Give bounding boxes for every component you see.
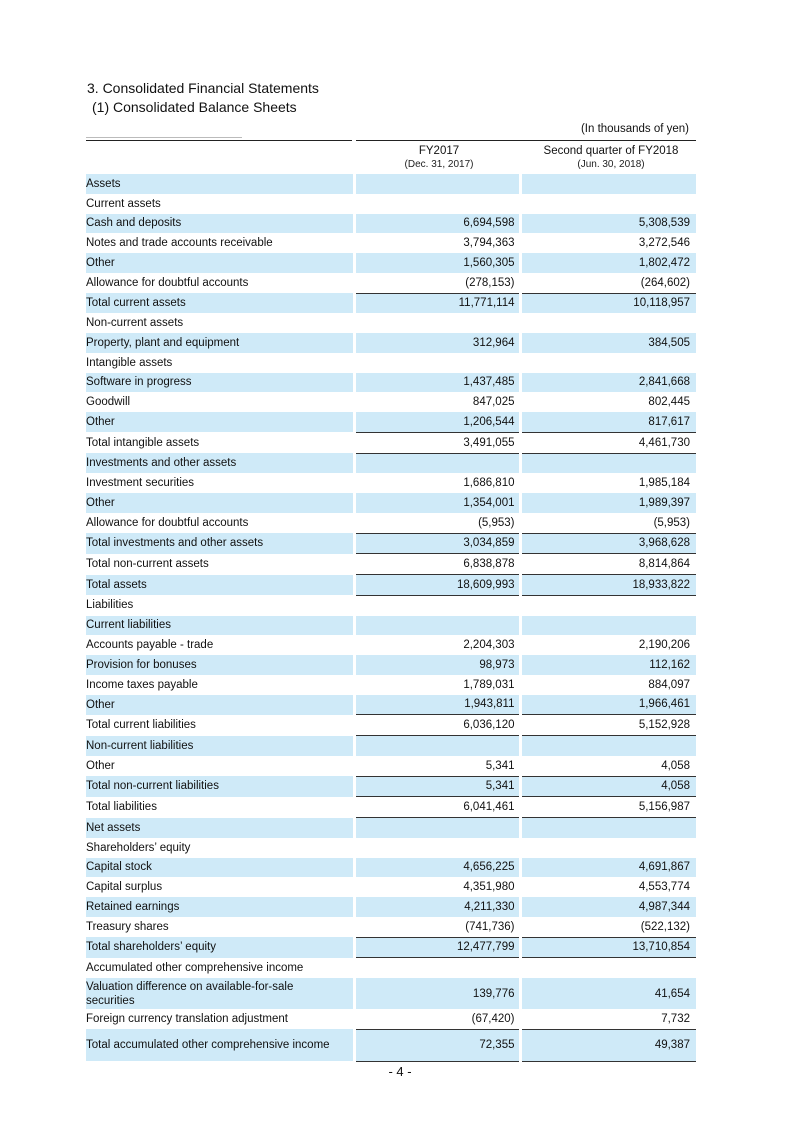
row-label: Capital surplus xyxy=(86,881,163,894)
row-label: Total intangible assets xyxy=(86,436,200,449)
table-row xyxy=(86,897,696,917)
value-fy2017 xyxy=(354,958,520,978)
table-row xyxy=(86,473,696,493)
row-label: Property, plant and equipment xyxy=(86,333,354,353)
value-q2-fy2018: 7,732 xyxy=(520,1009,696,1029)
value-q2-fy2018 xyxy=(520,194,696,214)
table-row xyxy=(86,373,696,393)
table-row xyxy=(86,533,696,554)
row-label: Other xyxy=(86,493,354,513)
value-fy2017: (5,953) xyxy=(354,513,520,533)
row-label: Liabilities xyxy=(86,599,134,612)
header-rule-faint xyxy=(86,137,242,138)
value-q2-fy2018: 2,190,206 xyxy=(520,635,696,655)
value-fy2017: 3,491,055 xyxy=(354,432,520,453)
header-rule-right xyxy=(356,140,696,141)
value-q2-fy2018: (522,132) xyxy=(520,917,696,937)
value-fy2017: 6,036,120 xyxy=(354,715,520,736)
table-row xyxy=(86,838,696,858)
value-fy2017: 1,206,544 xyxy=(354,412,520,432)
value-fy2017: 3,034,859 xyxy=(354,533,520,554)
value-q2-fy2018: 4,553,774 xyxy=(520,877,696,897)
value-q2-fy2018 xyxy=(520,595,696,615)
value-fy2017: 6,694,598 xyxy=(354,214,520,234)
value-q2-fy2018: 3,272,546 xyxy=(520,233,696,253)
row-label: Accumulated other comprehensive income xyxy=(86,961,304,974)
header-rule-left xyxy=(86,140,352,141)
value-q2-fy2018: 384,505 xyxy=(520,333,696,353)
value-q2-fy2018: 1,989,397 xyxy=(520,493,696,513)
table-row xyxy=(86,756,696,776)
value-q2-fy2018: 1,966,461 xyxy=(520,695,696,715)
balance-sheet-table xyxy=(86,174,696,1062)
value-q2-fy2018: 49,387 xyxy=(520,1029,696,1061)
table-row xyxy=(86,293,696,313)
column-header-q2-fy2018 xyxy=(526,144,696,172)
value-q2-fy2018: 3,968,628 xyxy=(520,533,696,554)
value-fy2017 xyxy=(354,818,520,838)
value-fy2017: 6,041,461 xyxy=(354,797,520,818)
subsection-title: (1) Consolidated Balance Sheets xyxy=(92,99,297,115)
value-fy2017: 72,355 xyxy=(354,1029,520,1061)
value-q2-fy2018: 8,814,864 xyxy=(520,554,696,575)
row-label: Intangible assets xyxy=(86,356,173,369)
table-row xyxy=(86,1029,696,1061)
row-label: Other xyxy=(86,759,115,772)
row-label: Non-current assets xyxy=(86,317,184,330)
row-label: Investments and other assets xyxy=(86,453,354,473)
table-row xyxy=(86,978,696,1009)
value-fy2017: 1,943,811 xyxy=(354,695,520,715)
value-q2-fy2018: 5,152,928 xyxy=(520,715,696,736)
unit-note: (In thousands of yen) xyxy=(580,123,689,135)
table-row xyxy=(86,616,696,636)
value-q2-fy2018: 4,058 xyxy=(520,756,696,776)
value-fy2017: 1,437,485 xyxy=(354,373,520,393)
balance-sheet-body xyxy=(86,174,696,1061)
table-row xyxy=(86,797,696,818)
table-row xyxy=(86,392,696,412)
row-label: Current assets xyxy=(86,197,161,210)
value-q2-fy2018: 884,097 xyxy=(520,675,696,695)
table-row xyxy=(86,253,696,273)
table-row xyxy=(86,675,696,695)
table-row xyxy=(86,353,696,373)
table-row xyxy=(86,174,696,194)
table-row xyxy=(86,214,696,234)
row-label: Notes and trade accounts receivable xyxy=(86,237,273,250)
value-q2-fy2018: 2,841,668 xyxy=(520,373,696,393)
value-fy2017: 847,025 xyxy=(354,392,520,412)
value-fy2017 xyxy=(354,174,520,194)
row-label: Total liabilities xyxy=(86,801,157,814)
value-q2-fy2018 xyxy=(520,313,696,333)
table-row xyxy=(86,917,696,937)
table-row xyxy=(86,194,696,214)
value-fy2017 xyxy=(354,736,520,756)
value-q2-fy2018: (264,602) xyxy=(520,273,696,293)
row-label: Total shareholders’ equity xyxy=(86,937,354,958)
column-date-q2-fy2018: (Jun. 30, 2018) xyxy=(577,159,645,170)
value-q2-fy2018: (5,953) xyxy=(520,513,696,533)
value-q2-fy2018: 4,058 xyxy=(520,776,696,797)
value-q2-fy2018 xyxy=(520,818,696,838)
value-fy2017: 1,789,031 xyxy=(354,675,520,695)
value-q2-fy2018: 5,308,539 xyxy=(520,214,696,234)
table-row xyxy=(86,595,696,615)
value-q2-fy2018: 18,933,822 xyxy=(520,575,696,596)
table-row xyxy=(86,635,696,655)
value-q2-fy2018: 802,445 xyxy=(520,392,696,412)
value-q2-fy2018: 4,461,730 xyxy=(520,432,696,453)
value-fy2017: 2,204,303 xyxy=(354,635,520,655)
table-row xyxy=(86,958,696,978)
row-label: Cash and deposits xyxy=(86,214,354,234)
table-row xyxy=(86,333,696,353)
value-fy2017: 4,656,225 xyxy=(354,858,520,878)
section-title: 3. Consolidated Financial Statements xyxy=(87,80,319,96)
value-q2-fy2018: 10,118,957 xyxy=(520,293,696,313)
row-label: Assets xyxy=(86,174,354,194)
value-q2-fy2018 xyxy=(520,616,696,636)
value-q2-fy2018: 1,985,184 xyxy=(520,473,696,493)
row-label: Treasury shares xyxy=(86,920,169,933)
row-label: Provision for bonuses xyxy=(86,655,354,675)
table-row xyxy=(86,273,696,293)
table-row xyxy=(86,513,696,533)
value-fy2017: 139,776 xyxy=(354,978,520,1009)
table-row xyxy=(86,858,696,878)
value-fy2017 xyxy=(354,595,520,615)
row-label: Other xyxy=(86,253,354,273)
table-row xyxy=(86,736,696,756)
column-date-fy2017: (Dec. 31, 2017) xyxy=(404,159,474,170)
table-row xyxy=(86,877,696,897)
table-row xyxy=(86,776,696,797)
value-fy2017: 1,560,305 xyxy=(354,253,520,273)
row-label: Current liabilities xyxy=(86,616,354,636)
value-q2-fy2018 xyxy=(520,958,696,978)
value-q2-fy2018: 112,162 xyxy=(520,655,696,675)
row-label: Investment securities xyxy=(86,477,195,490)
row-label: Foreign currency translation adjustment xyxy=(86,1013,288,1026)
value-q2-fy2018 xyxy=(520,838,696,858)
table-row xyxy=(86,655,696,675)
value-fy2017 xyxy=(354,194,520,214)
value-fy2017: 5,341 xyxy=(354,776,520,797)
table-row xyxy=(86,818,696,838)
column-title-q2-fy2018: Second quarter of FY2018 xyxy=(543,145,679,157)
row-label: Other xyxy=(86,695,354,715)
value-q2-fy2018 xyxy=(520,353,696,373)
table-row xyxy=(86,937,696,958)
row-label: Total current liabilities xyxy=(86,719,196,732)
page-number: - 4 - xyxy=(388,1064,412,1079)
table-row xyxy=(86,554,696,575)
row-label: Total non-current liabilities xyxy=(86,776,354,797)
value-fy2017: 3,794,363 xyxy=(354,233,520,253)
table-row xyxy=(86,453,696,473)
row-label: Capital stock xyxy=(86,858,354,878)
row-label: Retained earnings xyxy=(86,897,354,917)
row-label: Allowance for doubtful accounts xyxy=(86,516,249,529)
row-label: Non-current liabilities xyxy=(86,736,354,756)
row-label: Income taxes payable xyxy=(86,678,198,691)
table-row xyxy=(86,313,696,333)
value-q2-fy2018: 13,710,854 xyxy=(520,937,696,958)
value-fy2017: 98,973 xyxy=(354,655,520,675)
table-row xyxy=(86,233,696,253)
column-title-fy2017: FY2017 xyxy=(418,145,460,157)
table-row xyxy=(86,1009,696,1029)
value-q2-fy2018: 4,987,344 xyxy=(520,897,696,917)
column-header xyxy=(86,140,696,174)
row-label: Valuation difference on available-for-sale securities xyxy=(86,978,354,1009)
row-label: Total non-current assets xyxy=(86,558,209,571)
value-fy2017: 6,838,878 xyxy=(354,554,520,575)
value-fy2017: (741,736) xyxy=(354,917,520,937)
value-fy2017: 12,477,799 xyxy=(354,937,520,958)
value-fy2017: 11,771,114 xyxy=(354,293,520,313)
value-fy2017: 18,609,993 xyxy=(354,575,520,596)
row-label: Other xyxy=(86,412,354,432)
value-q2-fy2018: 1,802,472 xyxy=(520,253,696,273)
value-q2-fy2018 xyxy=(520,453,696,473)
table-row xyxy=(86,432,696,453)
value-fy2017 xyxy=(354,616,520,636)
value-q2-fy2018: 5,156,987 xyxy=(520,797,696,818)
value-fy2017: 4,351,980 xyxy=(354,877,520,897)
value-fy2017: 5,341 xyxy=(354,756,520,776)
value-fy2017: 312,964 xyxy=(354,333,520,353)
row-label: Accounts payable - trade xyxy=(86,639,214,652)
value-fy2017: (67,420) xyxy=(354,1009,520,1029)
value-fy2017 xyxy=(354,453,520,473)
row-label: Goodwill xyxy=(86,396,131,409)
table-row xyxy=(86,493,696,513)
row-label: Total accumulated other comprehensive income xyxy=(86,1029,354,1061)
row-label: Total current assets xyxy=(86,293,354,313)
value-fy2017: 1,354,001 xyxy=(354,493,520,513)
value-fy2017: (278,153) xyxy=(354,273,520,293)
value-fy2017 xyxy=(354,838,520,858)
value-q2-fy2018: 817,617 xyxy=(520,412,696,432)
value-fy2017: 4,211,330 xyxy=(354,897,520,917)
value-q2-fy2018: 4,691,867 xyxy=(520,858,696,878)
row-label: Total assets xyxy=(86,575,354,596)
row-label: Net assets xyxy=(86,818,354,838)
value-fy2017 xyxy=(354,313,520,333)
table-row xyxy=(86,412,696,432)
value-fy2017: 1,686,810 xyxy=(354,473,520,493)
row-label: Software in progress xyxy=(86,373,354,393)
table-row xyxy=(86,715,696,736)
row-label: Shareholders’ equity xyxy=(86,841,191,854)
column-header-fy2017 xyxy=(356,144,522,172)
table-row xyxy=(86,695,696,715)
value-q2-fy2018 xyxy=(520,736,696,756)
table-row xyxy=(86,575,696,596)
row-label: Allowance for doubtful accounts xyxy=(86,276,249,289)
value-q2-fy2018 xyxy=(520,174,696,194)
value-q2-fy2018: 41,654 xyxy=(520,978,696,1009)
row-label: Total investments and other assets xyxy=(86,533,354,554)
value-fy2017 xyxy=(354,353,520,373)
